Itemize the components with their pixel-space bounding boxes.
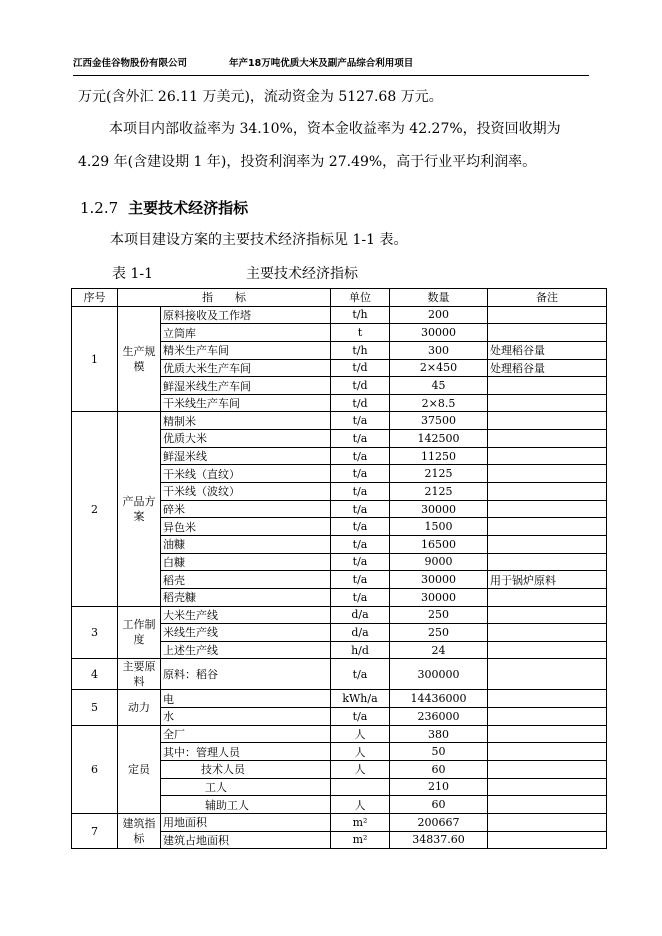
cell-indicator: 干米线（波纹） [161,483,331,501]
cell-indicator: 上述生产线 [161,641,331,659]
cell-indicator: 精制米 [161,412,331,430]
cell-quantity: 210 [390,778,488,796]
cell-indicator: 水 [161,708,331,726]
cell-unit: 人 [331,725,390,743]
section-heading [80,197,248,218]
cell-quantity: 24 [390,641,488,659]
cell-quantity: 2125 [390,465,488,483]
cell-unit: t/d [331,394,390,412]
row-seq: 5 [72,690,118,725]
cell-unit: m² [331,831,390,849]
cell-quantity: 300000 [390,659,488,690]
cell-quantity: 37500 [390,412,488,430]
header-seq: 序号 [72,289,118,307]
cell-indicator: 技术人员 [161,761,331,779]
cell-remark [488,690,607,708]
cell-quantity: 142500 [390,430,488,448]
table-row [72,659,607,690]
table-row [72,690,607,708]
cell-quantity: 2125 [390,483,488,501]
header-remark: 备注 [488,289,607,307]
header-company: 江西金佳谷物股份有限公司 [73,58,188,69]
cell-indicator: 精米生产车间 [161,341,331,359]
cell-remark [488,394,607,412]
paragraph-investment: 万元(含外汇 26.11 万美元)，流动资金为 5127.68 万元。 [78,89,443,105]
cell-remark [488,553,607,571]
cell-unit: t/a [331,412,390,430]
header-unit: 单位 [331,289,390,307]
cell-remark [488,743,607,761]
cell-quantity: 236000 [390,708,488,726]
cell-unit: 人 [331,743,390,761]
cell-unit: m² [331,813,390,831]
cell-unit: t/a [331,535,390,553]
row-category: 主要原料 [118,659,161,690]
table-row [72,725,607,743]
cell-indicator: 电 [161,690,331,708]
cell-remark [488,500,607,518]
cell-quantity: 60 [390,761,488,779]
cell-remark: 处理稻谷量 [488,341,607,359]
cell-quantity: 380 [390,725,488,743]
cell-remark [488,778,607,796]
cell-indicator: 立筒库 [161,324,331,342]
cell-remark [488,659,607,690]
row-seq: 2 [72,412,118,606]
table-title: 主要技术经济指标 [246,266,358,282]
cell-quantity: 2×450 [390,359,488,377]
cell-unit: d/a [331,624,390,642]
cell-indicator: 建筑占地面积 [161,831,331,849]
cell-remark [488,535,607,553]
cell-remark [488,725,607,743]
cell-quantity: 16500 [390,535,488,553]
cell-quantity: 300 [390,341,488,359]
paragraph-returns: 本项目内部收益率为 34.10%，资本金收益率为 42.27%，投资回收期为 [109,121,561,137]
cell-quantity: 30000 [390,500,488,518]
header-qty: 数量 [390,289,488,307]
cell-remark [488,606,607,624]
cell-indicator: 全厂 [161,725,331,743]
cell-unit: t/a [331,500,390,518]
cell-unit: t/a [331,659,390,690]
cell-quantity: 2×8.5 [390,394,488,412]
cell-remark [488,465,607,483]
cell-remark [488,412,607,430]
cell-unit: t/a [331,447,390,465]
cell-quantity: 60 [390,796,488,814]
cell-quantity: 200667 [390,813,488,831]
cell-indicator: 鲜湿米线生产车间 [161,377,331,395]
cell-unit: t/a [331,430,390,448]
table-label: 表 1-1 [112,266,153,282]
cell-quantity: 200 [390,306,488,324]
row-category: 产品方案 [118,412,161,606]
row-seq: 7 [72,813,118,848]
cell-indicator: 白糠 [161,553,331,571]
cell-quantity: 50 [390,743,488,761]
cell-remark [488,641,607,659]
paragraph-returns-cont: 4.29 年(含建设期 1 年)，投资利润率为 27.49%，高于行业平均利润率。 [78,154,537,170]
cell-remark [488,483,607,501]
cell-indicator: 优质大米 [161,430,331,448]
cell-quantity: 34837.60 [390,831,488,849]
cell-indicator: 油糠 [161,535,331,553]
cell-remark [488,708,607,726]
cell-unit [331,778,390,796]
row-seq: 4 [72,659,118,690]
row-seq: 1 [72,306,118,412]
cell-remark [488,377,607,395]
cell-remark [488,430,607,448]
cell-quantity: 1500 [390,518,488,536]
cell-indicator: 碎米 [161,500,331,518]
row-category: 定员 [118,725,161,813]
cell-quantity: 11250 [390,447,488,465]
cell-remark [488,831,607,849]
table-header-row [72,289,607,307]
cell-unit: t/d [331,377,390,395]
cell-remark: 用于锅炉原料 [488,571,607,589]
cell-unit: t/a [331,553,390,571]
cell-quantity: 30000 [390,324,488,342]
cell-quantity: 30000 [390,588,488,606]
cell-unit: t/a [331,571,390,589]
cell-remark [488,813,607,831]
row-category: 生产规模 [118,306,161,412]
cell-remark [488,761,607,779]
cell-quantity: 14436000 [390,690,488,708]
cell-indicator: 异色米 [161,518,331,536]
cell-unit: kWh/a [331,690,390,708]
cell-unit: t/h [331,341,390,359]
cell-quantity: 250 [390,624,488,642]
cell-indicator: 工人 [161,778,331,796]
cell-remark [488,306,607,324]
cell-quantity: 250 [390,606,488,624]
cell-indicator: 辅助工人 [161,796,331,814]
cell-remark [488,324,607,342]
section-number: 1.2.7 [80,199,119,217]
cell-indicator: 原料：稻谷 [161,659,331,690]
cell-indicator: 优质大米生产车间 [161,359,331,377]
table-row [72,813,607,831]
table-body [72,306,607,849]
cell-remark [488,518,607,536]
table-row [72,606,607,624]
cell-unit: t/d [331,359,390,377]
cell-remark [488,588,607,606]
cell-quantity: 45 [390,377,488,395]
row-category: 工作制度 [118,606,161,659]
cell-unit: t/a [331,518,390,536]
cell-indicator: 米线生产线 [161,624,331,642]
cell-remark [488,447,607,465]
cell-indicator: 鲜湿米线 [161,447,331,465]
cell-indicator: 其中：管理人员 [161,743,331,761]
cell-indicator: 原料接收及工作塔 [161,306,331,324]
section-title: 主要技术经济指标 [128,199,249,217]
cell-indicator: 干米线（直纹） [161,465,331,483]
cell-indicator: 用地面积 [161,813,331,831]
cell-unit: h/d [331,641,390,659]
cell-unit: t/h [331,306,390,324]
row-category: 动力 [118,690,161,725]
cell-remark [488,624,607,642]
header-divider [73,75,589,76]
cell-remark: 处理稻谷量 [488,359,607,377]
row-seq: 6 [72,725,118,813]
cell-unit: t/a [331,708,390,726]
cell-unit: t/a [331,465,390,483]
header-project-title: 年产18万吨优质大米及副产品综合利用项目 [229,58,414,69]
cell-indicator: 稻壳糠 [161,588,331,606]
row-category: 建筑指标 [118,813,161,848]
cell-quantity: 30000 [390,571,488,589]
table-row [72,412,607,430]
cell-unit: 人 [331,761,390,779]
cell-indicator: 干米线生产车间 [161,394,331,412]
cell-unit: t/a [331,588,390,606]
paragraph-table-intro: 本项目建设方案的主要技术经济指标见 1-1 表。 [110,232,408,248]
indicator-table [71,288,607,849]
cell-indicator: 大米生产线 [161,606,331,624]
cell-unit: 人 [331,796,390,814]
table-row [72,306,607,324]
cell-quantity: 9000 [390,553,488,571]
cell-unit: t [331,324,390,342]
cell-unit: d/a [331,606,390,624]
cell-indicator: 稻壳 [161,571,331,589]
cell-unit: t/a [331,483,390,501]
row-seq: 3 [72,606,118,659]
header-indicator: 指 标 [118,289,331,307]
cell-remark [488,796,607,814]
